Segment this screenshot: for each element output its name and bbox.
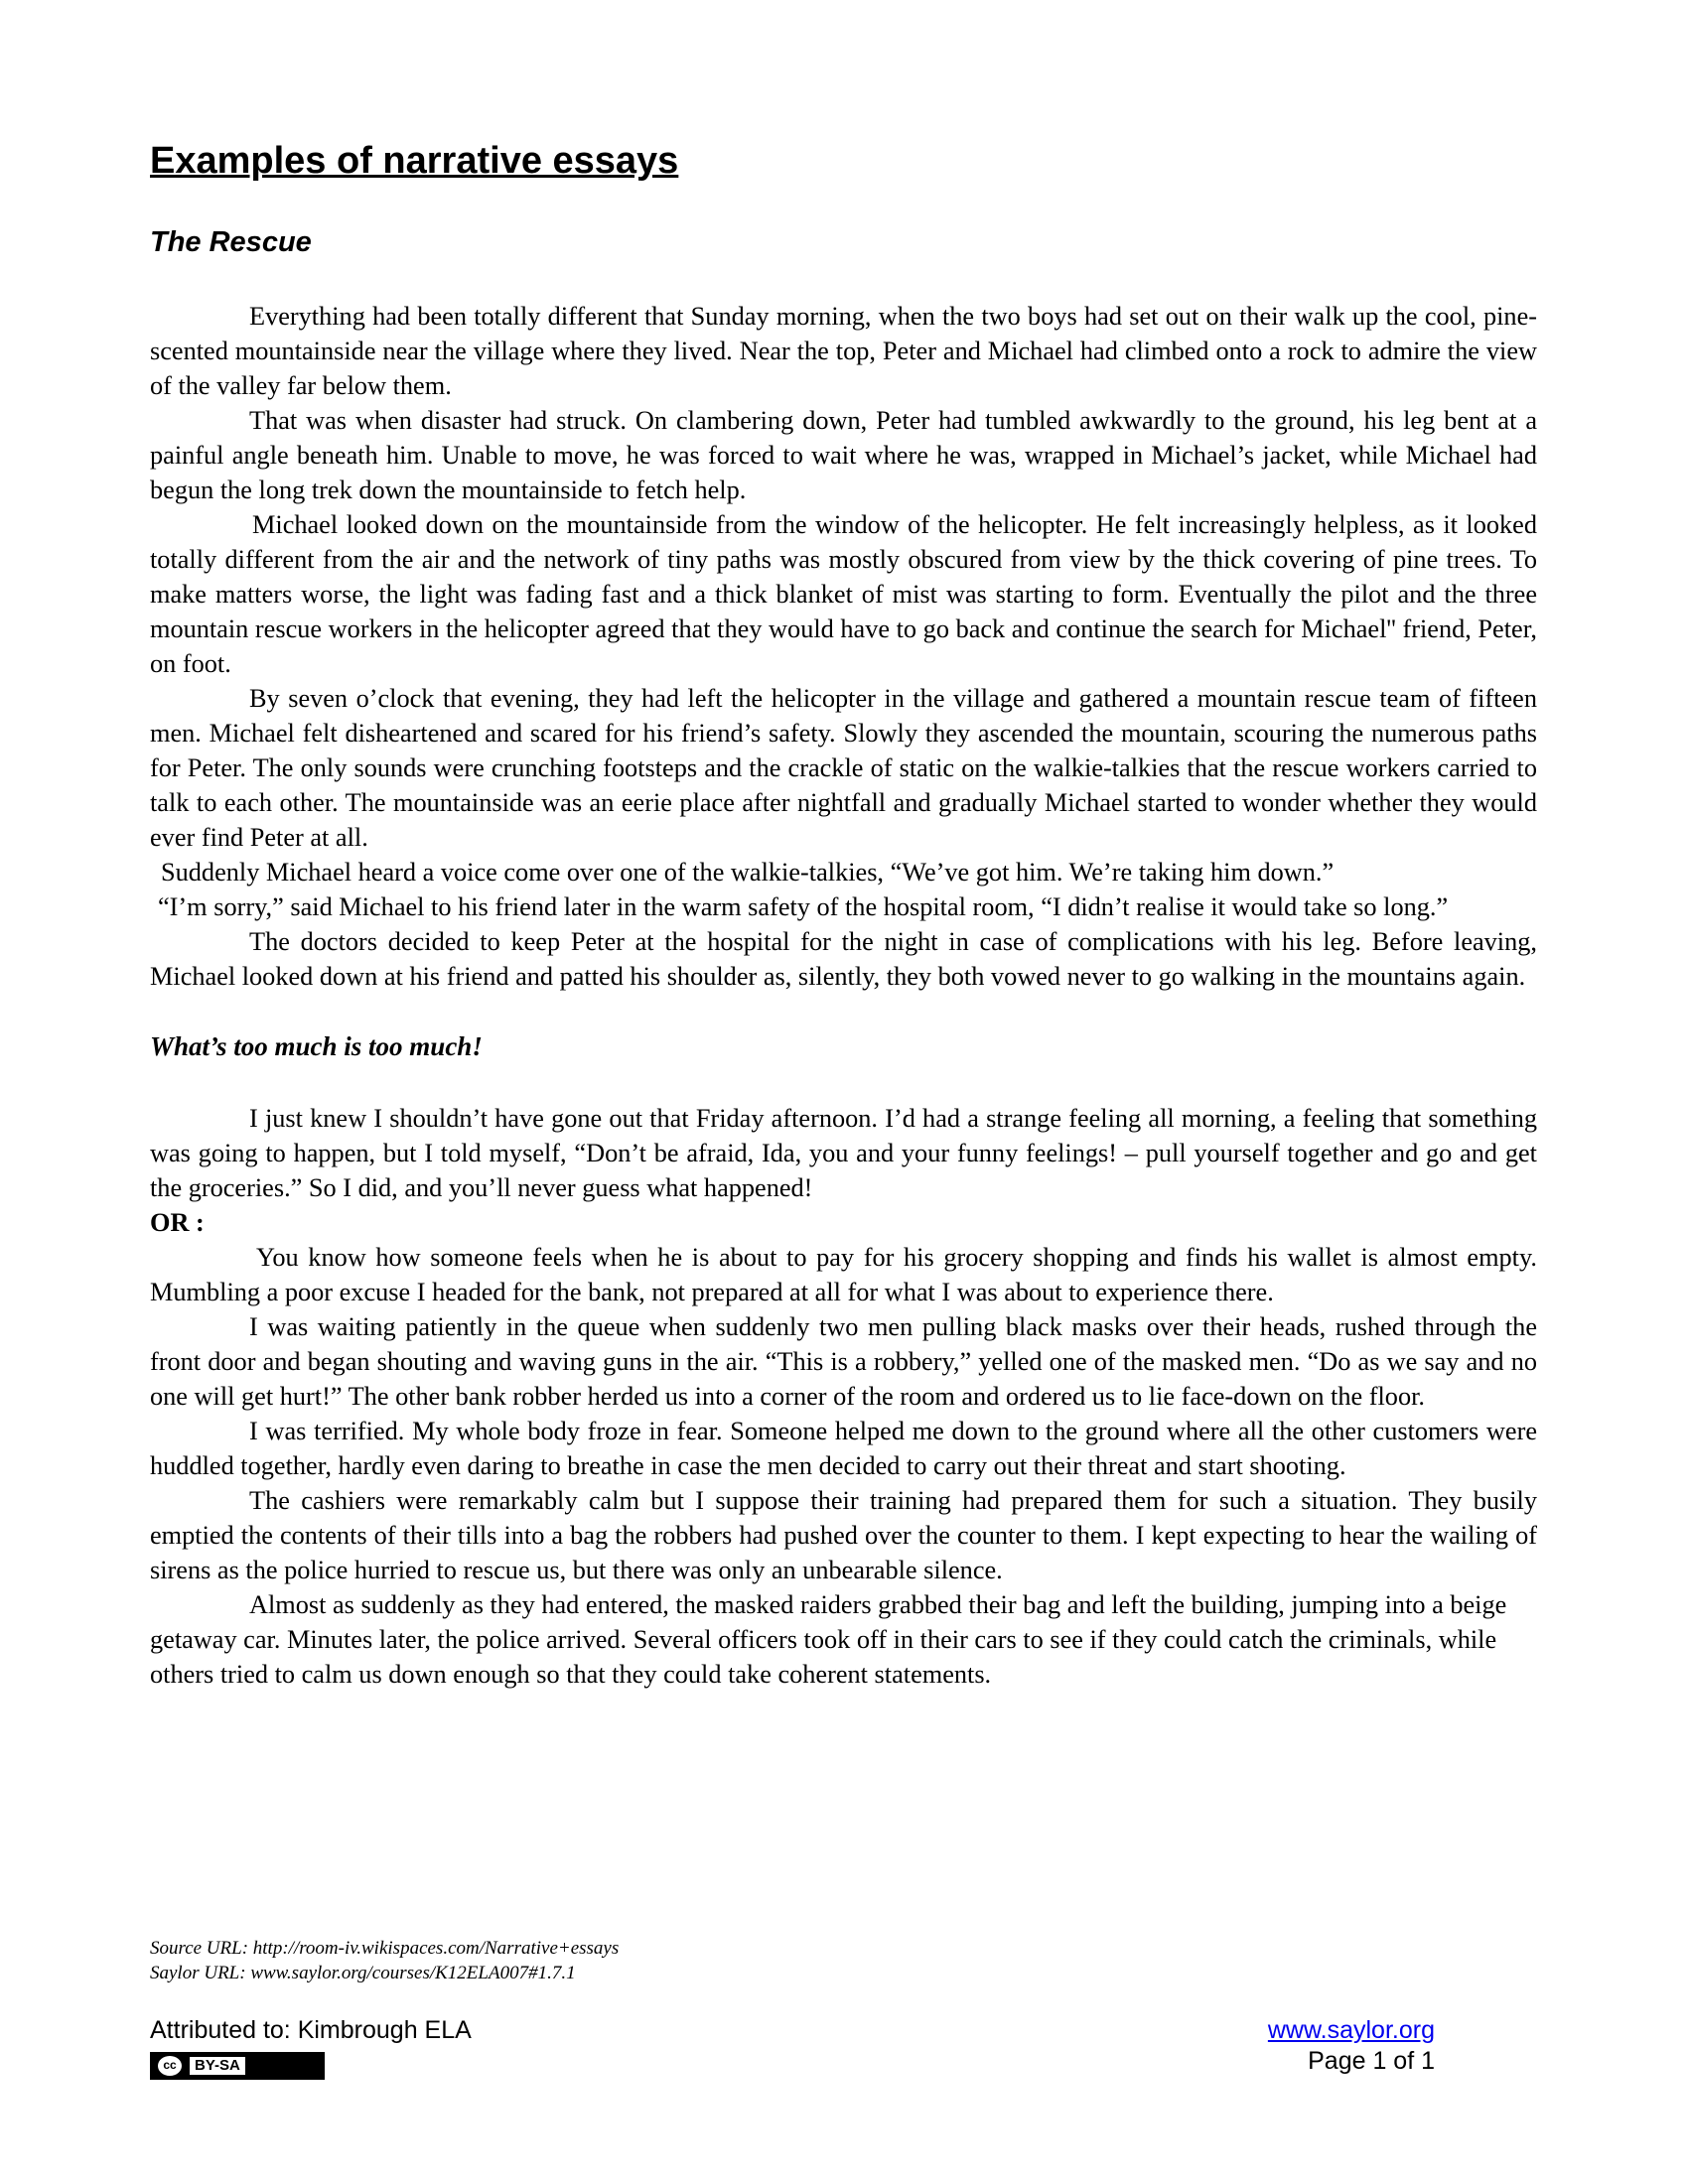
- attribution-text: Attributed to: Kimbrough ELA: [150, 2016, 472, 2044]
- source-url: Source URL: http://room-iv.wikispaces.com/Narrative+essays: [150, 1938, 620, 1959]
- paragraph: Everything had been totally different that Sunday morning, when the two boys had set out on their walk up the cool, pine-scented mountainside near the village where they lived. Near the top, Peter and Michael had climbed onto a rock to admire the view of the valley far below them.: [150, 302, 1537, 400]
- section-heading-rescue: The Rescue: [150, 226, 312, 258]
- paragraph: That was when disaster had struck. On clambering down, Peter had tumbled awkwardly to the ground, his leg bent at a painful angle beneath him. Unable to move, he was forced to wait where he was, wrapped in Michael’s jacket, while Michael had begun the long trek down the mountainside to fetch help.: [150, 406, 1537, 504]
- page-number: Page 1 of 1: [1308, 2047, 1435, 2075]
- footer-attribution: [150, 2015, 472, 2080]
- license-label: BY-SA: [190, 2057, 245, 2075]
- or-label: OR :: [150, 1208, 205, 1237]
- section-heading-too-much: What’s too much is too much!: [150, 1031, 483, 1061]
- saylor-url: Saylor URL: www.saylor.org/courses/K12ELA007#1.7.1: [150, 1963, 576, 1983]
- creative-commons-icon: cc: [156, 2054, 184, 2078]
- paragraph: I was terrified. My whole body froze in fear. Someone helped me down to the ground where all the other customers were huddled together, hardly even daring to breathe in case the men decided to carry out their threat and start shooting.: [150, 1417, 1537, 1480]
- source-notes: [150, 1936, 619, 1985]
- document-page: [150, 137, 1537, 1692]
- paragraph: I was waiting patiently in the queue when suddenly two men pulling black masks over their heads, rushed through the front door and began shouting and waving guns in the air. “This is a robbery,” yelled one of the masked men. “Do as we say and no one will get hurt!” The other bank robber herded us into a corner of the room and ordered us to lie face-down on the floor.: [150, 1312, 1537, 1411]
- paragraph: Almost as suddenly as they had entered, the masked raiders grabbed their bag and left the building, jumping into a beige getaway car. Minutes later, the police arrived. Several officers took off in their cars to see if they could catch the criminals, while others tried to calm us down enough so that they could take coherent statements.: [150, 1590, 1507, 1689]
- cc-by-sa-license-badge[interactable]: [150, 2052, 325, 2080]
- paragraph: Michael looked down on the mountainside from the window of the helicopter. He felt increasingly helpless, as it looked totally different from the air and the network of tiny paths was mostly obscured from view by the thick covering of pine trees. To make matters worse, the light was fading fast and a thick blanket of mist was starting to form. Eventually the pilot and the three mountain rescue workers in the helicopter agreed that they would have to go back and continue the search for Michael'' friend, Peter, on foot.: [150, 510, 1537, 678]
- section-body-rescue: [150, 299, 1537, 994]
- paragraph: The cashiers were remarkably calm but I suppose their training had prepared them for such a situation. They busily emptied the contents of their tills into a bag the robbers had pushed over the counter to them. I kept expecting to hear the wailing of sirens as the police hurried to rescue us, but there was only an unbearable silence.: [150, 1486, 1537, 1584]
- paragraph: The doctors decided to keep Peter at the hospital for the night in case of complications with his leg. Before leaving, Michael looked down at his friend and patted his shoulder as, silently, they both vowed never to go walking in the mountains again.: [150, 927, 1537, 991]
- page-title: Examples of narrative essays: [150, 140, 679, 182]
- footer-right: [1268, 2015, 1435, 2077]
- paragraph: Suddenly Michael heard a voice come over one of the walkie-talkies, “We’ve got him. We’re taking him down.”: [161, 858, 1335, 887]
- section-body-too-much: [150, 1101, 1537, 1692]
- paragraph: You know how someone feels when he is about to pay for his grocery shopping and finds his wallet is almost empty. Mumbling a poor excuse I headed for the bank, not prepared at all for what I was about to experience there.: [150, 1243, 1537, 1306]
- paragraph: “I’m sorry,” said Michael to his friend later in the warm safety of the hospital room, “I didn’t realise it would take so long.”: [158, 892, 1449, 921]
- paragraph: I just knew I shouldn’t have gone out that Friday afternoon. I’d had a strange feeling all morning, a feeling that something was going to happen, but I told myself, “Don’t be afraid, Ida, you and your funny feelings! – pull yourself together and go and get the groceries.” So I did, and you’ll never guess what happened!: [150, 1104, 1537, 1202]
- saylor-link[interactable]: www.saylor.org: [1267, 2016, 1435, 2044]
- paragraph: By seven o’clock that evening, they had left the helicopter in the village and gathered a mountain rescue team of fifteen men. Michael felt disheartened and scared for his friend’s safety. Slowly they ascended the mountain, scouring the numerous paths for Peter. The only sounds were crunching footsteps and the crackle of static on the walkie-talkies that the rescue workers carried to talk to each other. The mountainside was an eerie place after nightfall and gradually Michael started to wonder whether they would ever find Peter at all.: [150, 684, 1537, 852]
